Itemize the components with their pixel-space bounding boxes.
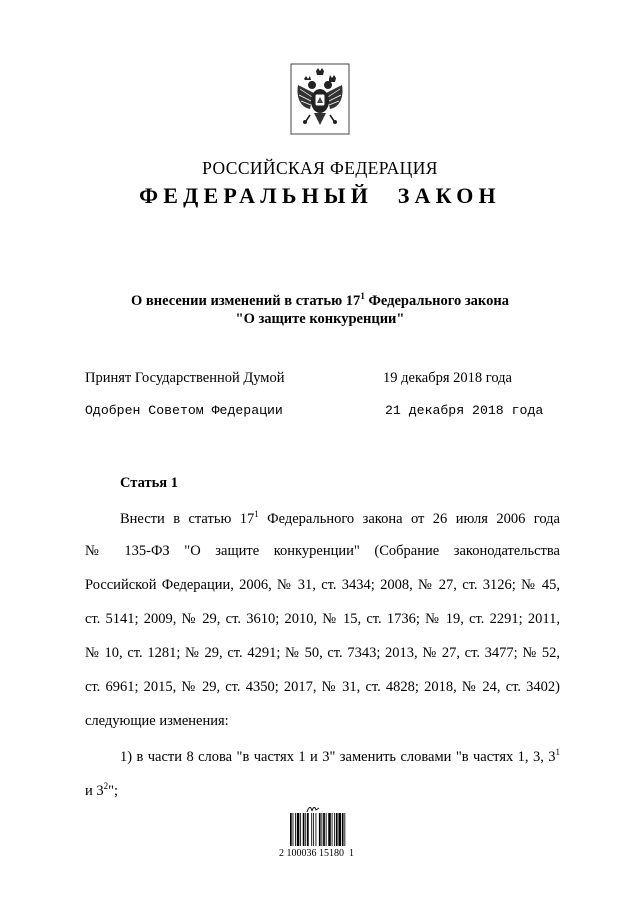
article-text-line: следующие изменения: (85, 713, 229, 729)
article-text-line: Внести в статью $17^1$ Федерального закона от 26 июля 2006 года (120, 509, 560, 527)
council-approval-label: Одобрен Советом Федерации (85, 403, 283, 418)
law-title (0, 287, 640, 328)
barcode-number: 2 100036 15180 1 (279, 848, 354, 859)
barcode (290, 813, 366, 846)
council-approval-date: 21 декабря 2018 года (385, 403, 544, 418)
item-text-line: 1) в части 8 слова "в частях 1 и 3" заменить словами "в частях 1, 3, $3^1$ (120, 747, 560, 765)
item-text-line: и $3^2$"; (85, 781, 119, 799)
article-text-line: № 135-ФЗ "О защите конкуренции" (Собрание законодательства (85, 543, 560, 559)
article-text-line: ст. 6961; 2015, № 29, ст. 4350; 2017, № 31, ст. 4828; 2018, № 24, ст. 3402) (85, 679, 560, 695)
law-title-line-2: "О защите конкуренции" (235, 310, 405, 327)
duma-adoption-label: Принят Государственной Думой (85, 370, 285, 386)
article-text-line: ст. 5141; 2009, № 29, ст. 3610; 2010, № 15, ст. 1736; № 19, ст. 2291; 2011, (85, 611, 560, 627)
country-name: РОССИЙСКАЯ ФЕДЕРАЦИЯ (202, 158, 438, 178)
coat-of-arms-emblem (290, 63, 350, 135)
article-heading: Статья 1 (120, 475, 178, 491)
document-type-heading: ФЕДЕРАЛЬНЫЙ ЗАКОН (139, 183, 501, 208)
law-title-line-1: О внесении изменений в статью $17^1$ Федерального закона (131, 291, 509, 309)
article-text-line: № 10, ст. 1281; № 29, ст. 4291; № 50, ст. 7343; 2013, № 27, ст. 3477; № 52, (85, 645, 560, 661)
article-text-line: Российской Федерации, 2006, № 31, ст. 3434; 2008, № 27, ст. 3126; № 45, (85, 577, 560, 593)
duma-adoption-date: 19 декабря 2018 года (383, 370, 512, 386)
